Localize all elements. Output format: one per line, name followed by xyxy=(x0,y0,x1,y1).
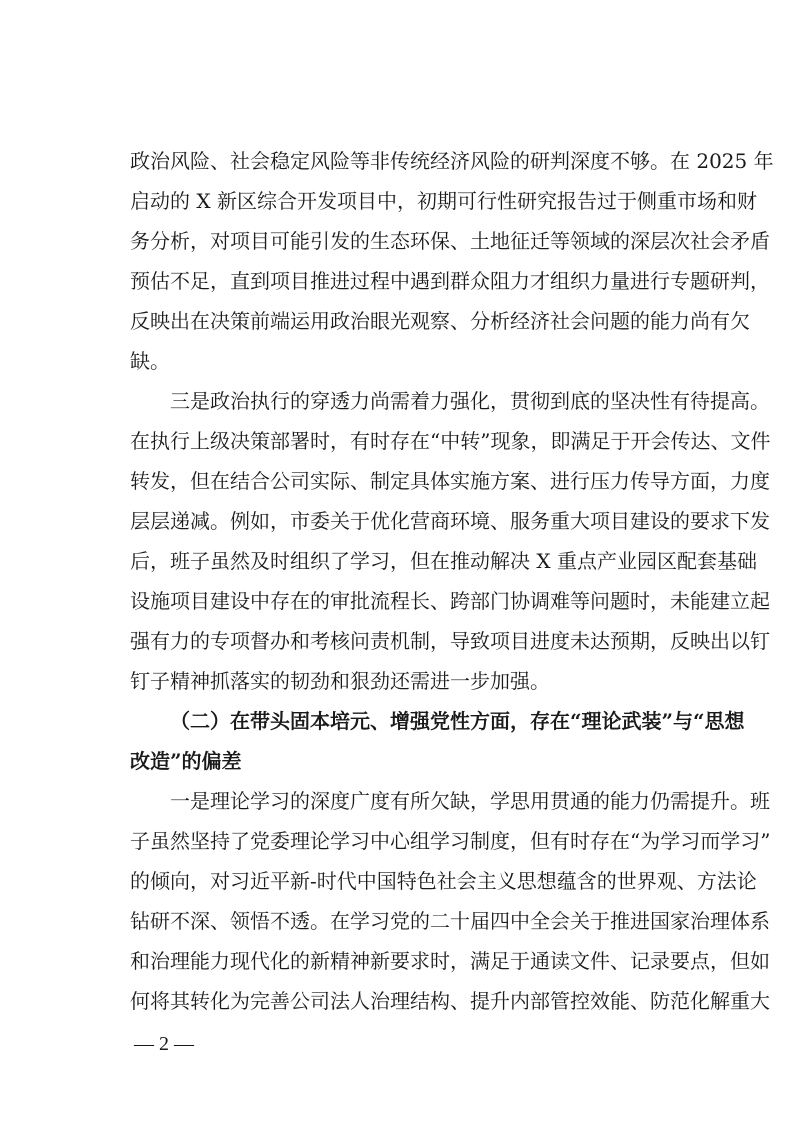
body-line-14: 钉子精神抓落实的韧劲和狠劲还需进一步加强。 xyxy=(130,669,550,693)
body-line-20: 钻研不深、领悟不透。在学习党的二十届四中全会关于推进国家治理体系 xyxy=(130,909,770,933)
body-line-10: 层层递减。例如，市委关于优化营商环境、服务重大项目建设的要求下发 xyxy=(130,509,770,533)
body-line-22: 何将其转化为完善公司法人治理结构、提升内部管控效能、防范化解重大 xyxy=(130,989,770,1013)
body-line-12: 设施项目建设中存在的审批流程长、跨部门协调难等问题时，未能建立起 xyxy=(130,589,770,613)
body-line-4: 预估不足，直到项目推进过程中遇到群众阻力才组织力量进行专题研判， xyxy=(130,269,770,293)
body-line-11: 后，班子虽然及时组织了学习，但在推动解决 X 重点产业园区配套基础 xyxy=(130,549,757,573)
body-line-8: 在执行上级决策部署时，有时存在“中转”现象，即满足于开会传达、文件 xyxy=(130,429,771,453)
body-line-13: 强有力的专项督办和考核问责机制，导致项目进度未达预期，反映出以钉 xyxy=(130,629,770,653)
section-heading-line-1: （二）在带头固本培元、增强党性方面，存在“理论武装”与“思想 xyxy=(170,709,745,733)
body-line-18: 子虽然坚持了党委理论学习中心组学习制度，但有时存在“为学习而学习” xyxy=(130,829,771,853)
body-line-2: 启动的 X 新区综合开发项目中，初期可行性研究报告过于侧重市场和财 xyxy=(130,189,757,213)
body-line-5: 反映出在决策前端运用政治眼光观察、分析经济社会问题的能力尚有欠 xyxy=(130,309,750,333)
section-heading-line-2: 改造”的偏差 xyxy=(130,749,242,773)
body-line-19: 的倾向，对习近平新-时代中国特色社会主义思想蕴含的世界观、方法论 xyxy=(130,869,757,893)
body-line-1: 政治风险、社会稳定风险等非传统经济风险的研判深度不够。在 2025 年 xyxy=(130,149,774,173)
body-line-9: 转发，但在结合公司实际、制定具体实施方案、进行压力传导方面，力度 xyxy=(130,469,770,493)
page-number: — 2 — xyxy=(134,1033,194,1055)
body-line-21: 和治理能力现代化的新精神新要求时，满足于通读文件、记录要点，但如 xyxy=(130,949,770,973)
body-line-6: 缺。 xyxy=(130,349,170,373)
body-line-3: 务分析，对项目可能引发的生态环保、土地征迁等领域的深层次社会矛盾 xyxy=(130,229,770,253)
body-line-7: 三是政治执行的穿透力尚需着力强化，贯彻到底的坚决性有待提高。 xyxy=(170,389,770,413)
body-line-17: 一是理论学习的深度广度有所欠缺，学思用贯通的能力仍需提升。班 xyxy=(170,789,770,813)
